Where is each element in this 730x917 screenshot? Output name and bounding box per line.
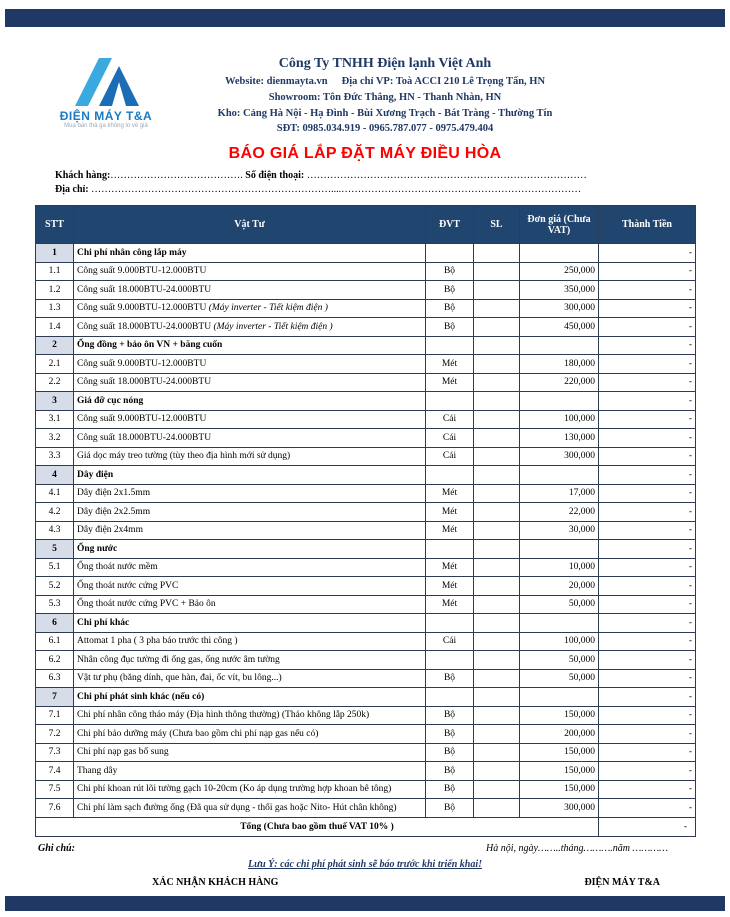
top-decor-bar bbox=[5, 9, 725, 27]
row-price: 250,000 bbox=[520, 262, 599, 281]
row-stt: 3 bbox=[36, 392, 74, 411]
row-price: 180,000 bbox=[520, 355, 599, 374]
section-row bbox=[36, 614, 696, 633]
row-sl bbox=[474, 503, 520, 522]
row-sl bbox=[474, 762, 520, 781]
row-name: Chi phí khác bbox=[74, 614, 426, 633]
row-price: 300,000 bbox=[520, 799, 599, 818]
row-stt: 6 bbox=[36, 614, 74, 633]
row-sl bbox=[474, 484, 520, 503]
row-price: 300,000 bbox=[520, 447, 599, 466]
item-row bbox=[36, 577, 696, 596]
row-price bbox=[520, 336, 599, 355]
row-stt: 5.3 bbox=[36, 595, 74, 614]
section-row bbox=[36, 688, 696, 707]
item-row bbox=[36, 669, 696, 688]
customer-signature-label: XÁC NHẬN KHÁCH HÀNG bbox=[152, 877, 279, 888]
item-row bbox=[36, 632, 696, 651]
section-row bbox=[36, 540, 696, 559]
row-total: - bbox=[599, 558, 696, 577]
logo-text: ĐIỆN MÁY T&A bbox=[59, 109, 153, 123]
row-price: 450,000 bbox=[520, 318, 599, 337]
row-name: Công suất 9.000BTU-12.000BTU bbox=[74, 410, 426, 429]
total-row bbox=[36, 817, 696, 836]
row-price: 100,000 bbox=[520, 410, 599, 429]
row-dvt bbox=[426, 392, 474, 411]
row-name: Giá đỡ cục nóng bbox=[74, 392, 426, 411]
row-dvt: Mét bbox=[426, 577, 474, 596]
row-stt: 4.3 bbox=[36, 521, 74, 540]
row-total: - bbox=[599, 318, 696, 337]
row-price: 150,000 bbox=[520, 762, 599, 781]
row-name: Ống thoát nước cứng PVC + Bảo ôn bbox=[74, 595, 426, 614]
row-stt: 2 bbox=[36, 336, 74, 355]
customer-label: Khách hàng: bbox=[55, 170, 111, 181]
item-row bbox=[36, 521, 696, 540]
row-stt: 2.1 bbox=[36, 355, 74, 374]
row-total: - bbox=[599, 762, 696, 781]
col-header-dongia: Đơn giá (Chưa VAT) bbox=[520, 206, 599, 244]
company-name: Công Ty TNHH Điện lạnh Việt Anh bbox=[278, 56, 492, 71]
row-stt: 7.6 bbox=[36, 799, 74, 818]
row-price: 50,000 bbox=[520, 651, 599, 670]
address-field[interactable]: ………………………………………………………………....……………………………………………………………… bbox=[91, 184, 582, 195]
row-total: - bbox=[599, 503, 696, 522]
row-price: 220,000 bbox=[520, 373, 599, 392]
item-row bbox=[36, 558, 696, 577]
row-sl bbox=[474, 318, 520, 337]
row-dvt bbox=[426, 466, 474, 485]
row-total: - bbox=[599, 743, 696, 762]
row-dvt: Bộ bbox=[426, 780, 474, 799]
price-table-footer bbox=[36, 817, 696, 836]
row-dvt: Mét bbox=[426, 595, 474, 614]
row-dvt: Cái bbox=[426, 632, 474, 651]
col-header-sl: SL bbox=[474, 206, 520, 244]
row-dvt: Bộ bbox=[426, 281, 474, 300]
row-name: Thang dây bbox=[74, 762, 426, 781]
row-name: Công suất 9.000BTU-12.000BTU (Máy inverter - Tiết kiệm điện ) bbox=[74, 299, 426, 318]
row-price bbox=[520, 466, 599, 485]
row-name: Chi phí nhân công lắp máy bbox=[74, 244, 426, 263]
row-sl bbox=[474, 410, 520, 429]
document-title: BÁO GIÁ LẮP ĐẶT MÁY ĐIỀU HÒA bbox=[228, 145, 502, 162]
row-total: - bbox=[599, 355, 696, 374]
row-name: Ống thoát nước cứng PVC bbox=[74, 577, 426, 596]
row-dvt: Bộ bbox=[426, 725, 474, 744]
row-dvt: Cái bbox=[426, 429, 474, 448]
row-sl bbox=[474, 706, 520, 725]
col-header-dvt: ĐVT bbox=[426, 206, 474, 244]
company-header bbox=[150, 56, 620, 137]
header-website-line bbox=[150, 74, 620, 90]
row-total: - bbox=[599, 373, 696, 392]
row-name: Attomat 1 pha ( 3 pha báo trước thi công ) bbox=[74, 632, 426, 651]
row-stt: 5 bbox=[36, 540, 74, 559]
row-stt: 7.1 bbox=[36, 706, 74, 725]
row-price: 50,000 bbox=[520, 595, 599, 614]
website-text: Website: dienmayta.vn bbox=[224, 76, 328, 87]
row-stt: 1.2 bbox=[36, 281, 74, 300]
row-sl bbox=[474, 447, 520, 466]
row-total: - bbox=[599, 244, 696, 263]
item-row bbox=[36, 743, 696, 762]
row-name: Dây điện 2x4mm bbox=[74, 521, 426, 540]
col-header-vattu: Vật Tư bbox=[74, 206, 426, 244]
row-name: Ống đồng + bảo ôn VN + băng cuốn bbox=[74, 336, 426, 355]
row-sl bbox=[474, 373, 520, 392]
row-total: - bbox=[599, 540, 696, 559]
row-total: - bbox=[599, 725, 696, 744]
row-total: - bbox=[599, 799, 696, 818]
item-row bbox=[36, 595, 696, 614]
item-row bbox=[36, 503, 696, 522]
item-row bbox=[36, 706, 696, 725]
section-row bbox=[36, 336, 696, 355]
row-sl bbox=[474, 743, 520, 762]
section-row bbox=[36, 244, 696, 263]
row-dvt bbox=[426, 651, 474, 670]
customer-field[interactable]: …………………………………. bbox=[110, 170, 243, 181]
item-row bbox=[36, 762, 696, 781]
row-price bbox=[520, 392, 599, 411]
item-row bbox=[36, 318, 696, 337]
row-total: - bbox=[599, 447, 696, 466]
row-dvt: Mét bbox=[426, 373, 474, 392]
section-row bbox=[36, 392, 696, 411]
row-dvt: Cái bbox=[426, 447, 474, 466]
price-table-body bbox=[36, 244, 696, 818]
row-price bbox=[520, 688, 599, 707]
row-name: Công suất 18.000BTU-24.000BTU bbox=[74, 373, 426, 392]
phone-text: SĐT: 0985.034.919 - 0965.787.077 - 0975.479.404 bbox=[276, 123, 494, 135]
row-name: Ống nước bbox=[74, 540, 426, 559]
row-name: Dây điện 2x1.5mm bbox=[74, 484, 426, 503]
row-stt: 1 bbox=[36, 244, 74, 263]
row-sl bbox=[474, 577, 520, 596]
row-total: - bbox=[599, 281, 696, 300]
row-stt: 6.1 bbox=[36, 632, 74, 651]
row-name: Nhân công đục tường đi ống gas, ống nước âm tường bbox=[74, 651, 426, 670]
row-name: Chi phí làm sạch đường ống (Đã qua sử dụng - thổi gas hoặc Nito- Hút chân không) bbox=[74, 799, 426, 818]
address-line bbox=[55, 184, 670, 195]
row-sl bbox=[474, 780, 520, 799]
row-sl bbox=[474, 466, 520, 485]
row-price: 300,000 bbox=[520, 299, 599, 318]
row-sl bbox=[474, 429, 520, 448]
row-stt: 4.2 bbox=[36, 503, 74, 522]
row-dvt: Mét bbox=[426, 484, 474, 503]
row-dvt: Mét bbox=[426, 503, 474, 522]
row-sl bbox=[474, 632, 520, 651]
note-label: Ghi chú: bbox=[38, 843, 75, 854]
row-total: - bbox=[599, 484, 696, 503]
row-dvt: Bộ bbox=[426, 262, 474, 281]
row-total: - bbox=[599, 706, 696, 725]
office-address-text: Địa chỉ VP: Toà ACCI 210 Lê Trọng Tấn, HN bbox=[341, 76, 546, 87]
row-dvt: Bộ bbox=[426, 743, 474, 762]
showroom-text: Showroom: Tôn Đức Thắng, HN - Thanh Nhàn, HN bbox=[268, 91, 502, 103]
row-dvt bbox=[426, 540, 474, 559]
row-dvt: Mét bbox=[426, 355, 474, 374]
row-stt: 3.1 bbox=[36, 410, 74, 429]
row-total: - bbox=[599, 410, 696, 429]
row-name: Chi phí khoan rút lõi tường gạch 10-20cm (Ko áp dụng trường hợp khoan bê tông) bbox=[74, 780, 426, 799]
row-sl bbox=[474, 244, 520, 263]
row-name: Dây điện 2x2.5mm bbox=[74, 503, 426, 522]
row-total: - bbox=[599, 669, 696, 688]
row-total: - bbox=[599, 595, 696, 614]
row-name: Công suất 18.000BTU-24.000BTU bbox=[74, 429, 426, 448]
bottom-decor-bar bbox=[5, 896, 725, 911]
row-sl bbox=[474, 669, 520, 688]
row-total: - bbox=[599, 632, 696, 651]
row-price: 130,000 bbox=[520, 429, 599, 448]
row-price: 10,000 bbox=[520, 558, 599, 577]
row-dvt: Bộ bbox=[426, 799, 474, 818]
row-dvt bbox=[426, 688, 474, 707]
row-total: - bbox=[599, 429, 696, 448]
row-sl bbox=[474, 614, 520, 633]
row-dvt bbox=[426, 614, 474, 633]
row-sl bbox=[474, 799, 520, 818]
row-total: - bbox=[599, 577, 696, 596]
row-price bbox=[520, 614, 599, 633]
row-total: - bbox=[599, 466, 696, 485]
row-price: 150,000 bbox=[520, 780, 599, 799]
item-row bbox=[36, 281, 696, 300]
row-sl bbox=[474, 688, 520, 707]
phone-field[interactable]: ………………………………………………………………………… bbox=[306, 170, 587, 181]
item-row bbox=[36, 299, 696, 318]
row-price: 20,000 bbox=[520, 577, 599, 596]
row-name: Vật tư phụ (băng dính, que hàn, đai, ốc vít, bu lông...) bbox=[74, 669, 426, 688]
row-name: Giá dọc máy treo tường (tùy theo địa hình mới sử dụng) bbox=[74, 447, 426, 466]
row-stt: 7.2 bbox=[36, 725, 74, 744]
row-stt: 3.3 bbox=[36, 447, 74, 466]
price-table bbox=[35, 205, 696, 837]
row-dvt bbox=[426, 336, 474, 355]
item-row bbox=[36, 799, 696, 818]
item-row bbox=[36, 373, 696, 392]
row-total: - bbox=[599, 688, 696, 707]
row-stt: 5.1 bbox=[36, 558, 74, 577]
total-label: Tổng (Chưa bao gồm thuế VAT 10% ) bbox=[36, 817, 599, 836]
row-price: 150,000 bbox=[520, 743, 599, 762]
row-total: - bbox=[599, 299, 696, 318]
row-total: - bbox=[599, 614, 696, 633]
row-sl bbox=[474, 355, 520, 374]
row-stt: 4 bbox=[36, 466, 74, 485]
row-name: Dây điện bbox=[74, 466, 426, 485]
warning-text: Lưu Ý: các chi phí phát sinh sẽ báo trước khi triển khai! bbox=[247, 859, 483, 870]
row-stt: 7.3 bbox=[36, 743, 74, 762]
row-price: 22,000 bbox=[520, 503, 599, 522]
row-sl bbox=[474, 299, 520, 318]
row-sl bbox=[474, 262, 520, 281]
row-stt: 1.1 bbox=[36, 262, 74, 281]
row-dvt: Mét bbox=[426, 558, 474, 577]
row-total: - bbox=[599, 780, 696, 799]
row-price bbox=[520, 540, 599, 559]
company-signature-label: ĐIỆN MÁY T&A bbox=[584, 877, 660, 888]
row-name: Chi phí nhân công tháo máy (Địa hình thông thường) (Tháo không lắp 250k) bbox=[74, 706, 426, 725]
item-row bbox=[36, 410, 696, 429]
row-stt: 7.4 bbox=[36, 762, 74, 781]
row-name: Chi phí bảo dưỡng máy (Chưa bao gồm chi phí nạp gas nếu có) bbox=[74, 725, 426, 744]
row-price: 17,000 bbox=[520, 484, 599, 503]
item-row bbox=[36, 429, 696, 448]
row-name: Chi phí nạp gas bổ sung bbox=[74, 743, 426, 762]
item-row bbox=[36, 651, 696, 670]
row-total: - bbox=[599, 336, 696, 355]
date-line: Hà nội, ngày……..tháng……….năm ………… bbox=[486, 843, 668, 854]
row-price: 30,000 bbox=[520, 521, 599, 540]
section-row bbox=[36, 466, 696, 485]
company-logo bbox=[52, 56, 160, 129]
row-sl bbox=[474, 595, 520, 614]
row-stt: 1.4 bbox=[36, 318, 74, 337]
row-total: - bbox=[599, 651, 696, 670]
row-name: Ống thoát nước mềm bbox=[74, 558, 426, 577]
row-name: Công suất 9.000BTU-12.000BTU bbox=[74, 262, 426, 281]
row-sl bbox=[474, 651, 520, 670]
row-dvt: Bộ bbox=[426, 669, 474, 688]
row-stt: 1.3 bbox=[36, 299, 74, 318]
item-row bbox=[36, 262, 696, 281]
row-sl bbox=[474, 725, 520, 744]
row-stt: 5.2 bbox=[36, 577, 74, 596]
row-dvt: Bộ bbox=[426, 762, 474, 781]
row-sl bbox=[474, 540, 520, 559]
item-row bbox=[36, 725, 696, 744]
row-stt: 7 bbox=[36, 688, 74, 707]
row-sl bbox=[474, 558, 520, 577]
row-stt: 4.1 bbox=[36, 484, 74, 503]
row-sl bbox=[474, 392, 520, 411]
row-dvt: Cái bbox=[426, 410, 474, 429]
row-stt: 2.2 bbox=[36, 373, 74, 392]
item-row bbox=[36, 484, 696, 503]
row-price: 350,000 bbox=[520, 281, 599, 300]
row-price: 50,000 bbox=[520, 669, 599, 688]
row-total: - bbox=[599, 521, 696, 540]
price-table-header bbox=[36, 206, 696, 244]
row-sl bbox=[474, 521, 520, 540]
row-stt: 3.2 bbox=[36, 429, 74, 448]
row-total: - bbox=[599, 262, 696, 281]
row-stt: 7.5 bbox=[36, 780, 74, 799]
row-name: Công suất 18.000BTU-24.000BTU (Máy inverter - Tiết kiệm điện ) bbox=[74, 318, 426, 337]
phone-label: Số điện thoại: bbox=[245, 170, 305, 181]
total-value: - bbox=[599, 817, 696, 836]
row-dvt: Bộ bbox=[426, 706, 474, 725]
row-total: - bbox=[599, 392, 696, 411]
row-dvt: Mét bbox=[426, 521, 474, 540]
row-stt: 6.3 bbox=[36, 669, 74, 688]
address-label: Địa chỉ: bbox=[55, 184, 89, 195]
row-name: Công suất 9.000BTU-12.000BTU bbox=[74, 355, 426, 374]
row-price: 200,000 bbox=[520, 725, 599, 744]
item-row bbox=[36, 780, 696, 799]
row-dvt: Bộ bbox=[426, 299, 474, 318]
row-stt: 6.2 bbox=[36, 651, 74, 670]
row-name: Công suất 18.000BTU-24.000BTU bbox=[74, 281, 426, 300]
col-header-thanhtien: Thành Tiền bbox=[599, 206, 696, 244]
col-header-stt: STT bbox=[36, 206, 74, 244]
row-sl bbox=[474, 336, 520, 355]
row-price: 150,000 bbox=[520, 706, 599, 725]
row-price: 100,000 bbox=[520, 632, 599, 651]
logo-tagline: Mua bán thả ga không lo về giá bbox=[64, 123, 148, 129]
row-name: Chi phí phát sinh khác (nếu có) bbox=[74, 688, 426, 707]
item-row bbox=[36, 447, 696, 466]
row-dvt bbox=[426, 244, 474, 263]
row-price bbox=[520, 244, 599, 263]
item-row bbox=[36, 355, 696, 374]
row-sl bbox=[474, 281, 520, 300]
row-dvt: Bộ bbox=[426, 318, 474, 337]
customer-line bbox=[55, 170, 670, 181]
logo-triangles-icon bbox=[69, 56, 143, 108]
warehouse-text: Kho: Cảng Hà Nội - Hạ Đình - Bùi Xương Trạch - Bát Tràng - Thường Tín bbox=[217, 107, 553, 119]
